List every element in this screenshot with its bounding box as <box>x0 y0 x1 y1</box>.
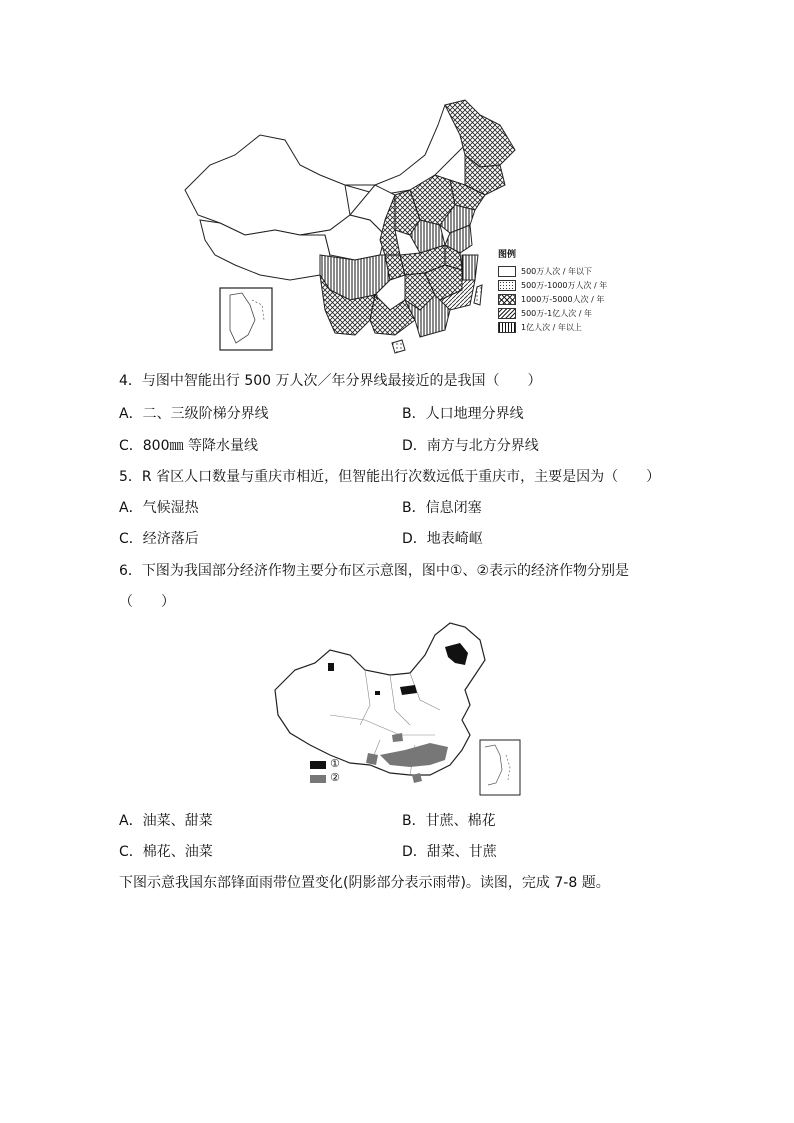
map-region-hainan <box>392 340 405 353</box>
q4-option-a: A．二、三级阶梯分界线 <box>119 406 269 422</box>
crop-2-area-sw <box>366 753 378 765</box>
intro-questions-7-8: 下图示意我国东部锋面雨带位置变化(阴影部分表示雨带)。读图，完成 7-8 题。 <box>119 875 610 891</box>
legend-label: 500万-1亿人次 / 年 <box>521 308 593 318</box>
q5-option-c: C．经济落后 <box>119 531 199 547</box>
q5-option-b: B．信息闭塞 <box>402 500 482 516</box>
legend-swatch-crop-1 <box>310 761 326 769</box>
legend-label: 500万-1000万人次 / 年 <box>521 280 608 290</box>
south-china-sea-inset-2 <box>480 740 520 795</box>
q6-option-b: B．甘蔗、棉花 <box>402 813 496 829</box>
legend-item <box>498 306 618 320</box>
q4-option-c: C．800㎜ 等降水量线 <box>119 438 258 454</box>
legend-item <box>498 320 618 334</box>
q4-option-d: D．南方与北方分界线 <box>402 438 539 454</box>
legend-label: 1000万-5000人次 / 年 <box>521 294 605 304</box>
south-china-sea-inset <box>220 288 272 350</box>
question-6-stem: 6．下图为我国部分经济作物主要分布区示意图，图中①、②表示的经济作物分别是 <box>119 563 630 579</box>
map-region-taiwan <box>474 285 482 305</box>
map-figure-1 <box>180 95 620 360</box>
legend-title: 图例 <box>498 250 517 260</box>
legend-swatch-vert <box>498 322 516 333</box>
legend-item <box>498 292 618 306</box>
legend-swatch-none <box>498 266 516 277</box>
map-region-xinjiang <box>185 135 350 235</box>
legend-label: 1亿人次 / 年以上 <box>521 322 582 332</box>
map-region-label: R <box>373 293 379 302</box>
q6-option-a: A．油菜、甜菜 <box>119 813 213 829</box>
crop-legend-label-1: ① <box>330 757 340 770</box>
question-4-stem: 4．与图中智能出行 500 万人次／年分界线最接近的是我国（ ） <box>119 373 542 389</box>
map1-legend <box>498 247 618 334</box>
crop-legend-label-2: ② <box>330 771 340 784</box>
crop-1-area-west <box>328 663 334 671</box>
question-6-stem-bracket: （ ） <box>119 594 175 610</box>
q6-option-d: D．甜菜、甘蔗 <box>402 844 497 860</box>
q4-option-b: B．人口地理分界线 <box>402 406 524 422</box>
q5-option-d: D．地表崎岖 <box>402 531 483 547</box>
crop-1-area-west2 <box>375 691 380 695</box>
q5-option-a: A．气候湿热 <box>119 500 199 516</box>
legend-swatch-diag <box>498 308 516 319</box>
legend-swatch-dots <box>498 280 516 291</box>
legend-label: 500万人次 / 年以下 <box>521 266 593 276</box>
q6-option-c: C．棉花、油菜 <box>119 844 213 860</box>
map-figure-2 <box>270 615 530 800</box>
map-region-zhejiang <box>462 255 478 280</box>
legend-item <box>498 278 618 292</box>
question-5-stem: 5．R 省区人口数量与重庆市相近，但智能出行次数远低于重庆市，主要是因为（ ） <box>119 469 661 485</box>
legend-swatch-cross <box>498 294 516 305</box>
legend-swatch-crop-2 <box>310 775 326 783</box>
china-crops-map <box>270 615 530 800</box>
legend-item <box>498 264 618 278</box>
